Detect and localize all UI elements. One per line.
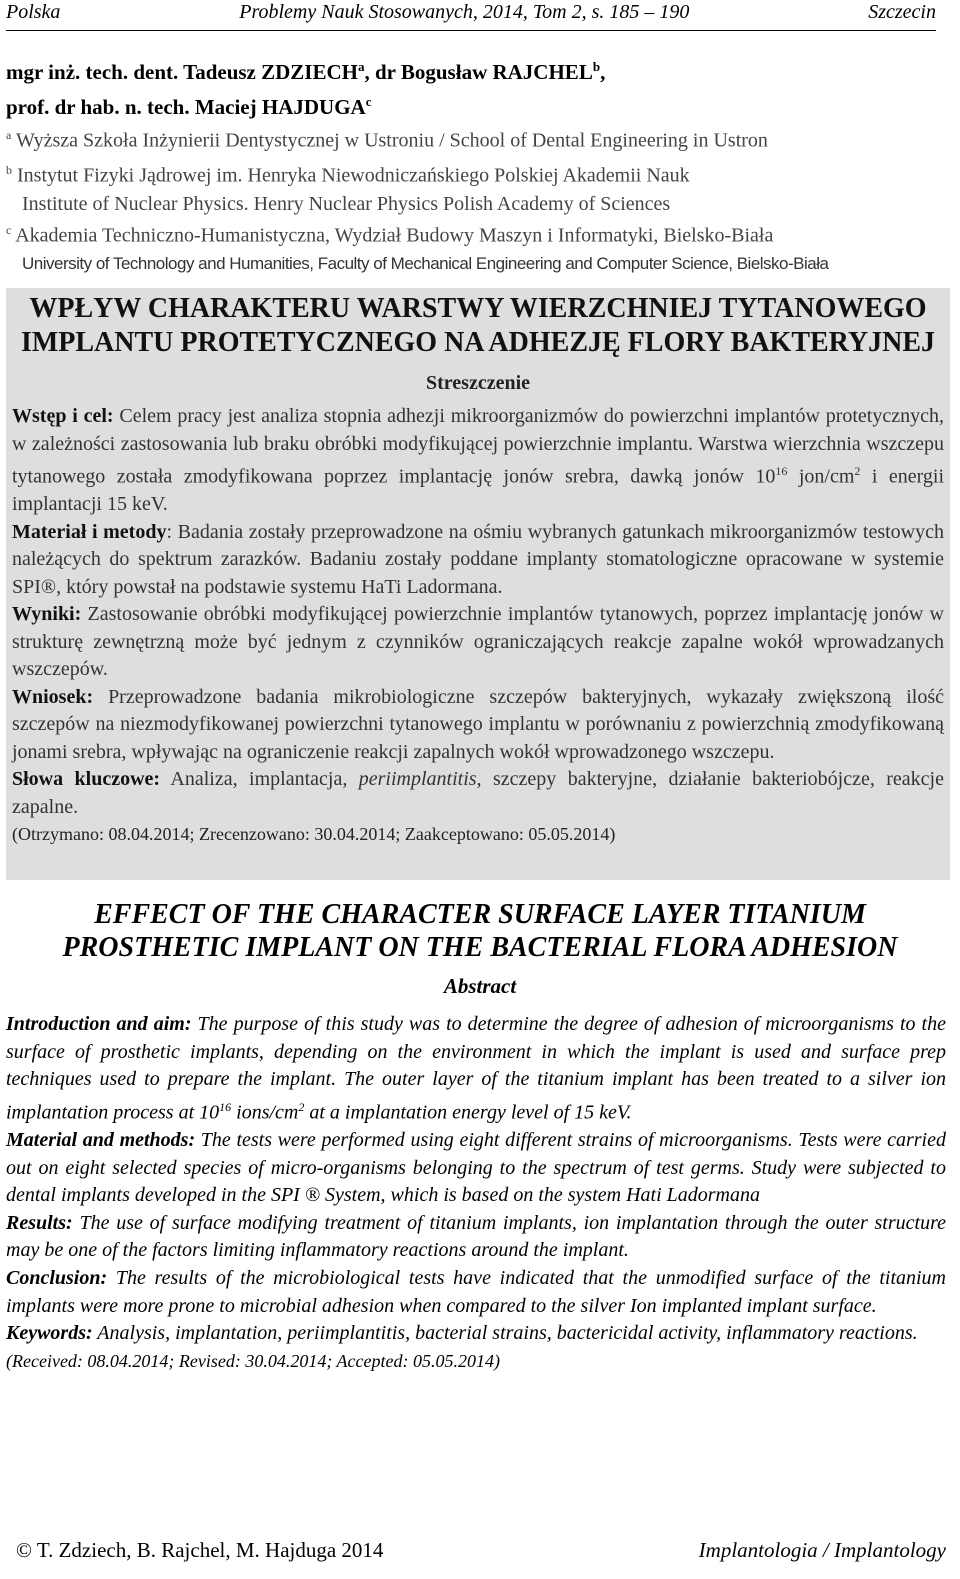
author-3-sup: c bbox=[365, 94, 372, 109]
affiliation-a-sup: a bbox=[6, 128, 12, 142]
english-methods bbox=[6, 1127, 946, 1210]
author-2-sup: b bbox=[592, 59, 601, 74]
english-conclusion bbox=[6, 1265, 946, 1320]
affiliation-a bbox=[6, 121, 940, 155]
english-received-dates: (Received: 08.04.2014; Revised: 30.04.2014; Accepted: 05.05.2014) bbox=[6, 1350, 500, 1371]
affiliation-b-sup: b bbox=[6, 163, 12, 177]
polish-abstract-heading: Streszczenie bbox=[425, 372, 531, 394]
english-keywords bbox=[6, 1320, 946, 1348]
polish-results-text: Zastosowanie obróbki modyfikującej powierzchnie implantów tytanowych, poprzez implantację jonów w strukturę zewnętrzną może być jednym z czynników ograniczających reakcje zapalne wokół wprowadzanych wszczepów. bbox=[12, 603, 944, 681]
polish-keywords-text-2: , szczepy bakteryjne, działanie bakteriobójcze, reakcje zapalne. bbox=[12, 768, 944, 818]
polish-intro-text-1: Celem pracy jest analiza stopnia adhezji mikroorganizmów do powierzchni implantów protetycznych, w zależności zastosowania lub braku obróbki modyfikującej powierzchnie implantu. Warstwa wierzchnia wszczepu tytanowego została zmodyfikowana poprzez implantację jonów srebra, dawką jonów 10 bbox=[12, 405, 944, 488]
polish-conclusion-label: Wniosek: bbox=[12, 685, 94, 708]
affiliation-a-text: Wyższa Szkoła Inżynierii Dentystycznej w Ustroniu / School of Dental Engineering in Ustron bbox=[15, 129, 768, 152]
header-journal: Problemy Nauk Stosowanych, 2014, Tom 2, s. 185 – 190 bbox=[239, 0, 690, 23]
english-methods-label: Material and methods: bbox=[6, 1129, 196, 1152]
polish-results bbox=[12, 601, 944, 684]
polish-abstract-box bbox=[6, 288, 950, 880]
polish-intro-sup-2: 2 bbox=[854, 464, 861, 478]
english-title-line-2: PROSTHETIC IMPLANT ON THE BACTERIAL FLORA ADHESION bbox=[62, 932, 898, 963]
polish-keywords bbox=[12, 766, 944, 821]
english-conclusion-label: Conclusion: bbox=[6, 1267, 108, 1289]
polish-keywords-text-1: Analiza, implantacja, bbox=[160, 768, 359, 791]
polish-intro-label: Wstęp i cel: bbox=[12, 405, 114, 427]
english-intro bbox=[6, 1011, 946, 1127]
polish-intro-text-2: jon/cm bbox=[787, 465, 855, 488]
header-city: Szczecin bbox=[868, 0, 936, 23]
polish-intro bbox=[12, 403, 944, 519]
affiliation-c-text-en: University of Technology and Humanities, Faculty of Mechanical Engineering and Computer Science, Bielsko-Biała bbox=[22, 253, 829, 273]
english-intro-text-1: The purpose of this study was to determine the degree of adhesion of microorganisms to the surface of prosthetic implants, depending on the environment in which the implant is used and surface prep techniques used to prepare the implant. The outer layer of the titanium implant has been treated to a silver ion implantation process at 10 bbox=[6, 1013, 946, 1124]
author-sep: , bbox=[600, 60, 606, 84]
english-abstract-heading: Abstract bbox=[443, 974, 517, 998]
affiliation-b-text-en: Institute of Nuclear Physics. Henry Nuclear Physics Polish Academy of Sciences bbox=[22, 192, 671, 215]
english-intro-label: Introduction and aim: bbox=[6, 1013, 192, 1035]
polish-abstract-text bbox=[12, 403, 944, 849]
english-title bbox=[0, 898, 960, 964]
polish-intro-text-3: i energii implantacji 15 keV. bbox=[12, 465, 944, 516]
running-header bbox=[6, 0, 936, 26]
english-results-text: The use of surface modifying treatment of titanium implants, ion implantation through the outer structure may be one of the factors limiting inflammatory reactions around the implant. bbox=[6, 1211, 946, 1262]
polish-results-label: Wyniki: bbox=[12, 603, 82, 626]
english-keywords-text: Analysis, implantation, periimplantitis, bacterial strains, bactericidal activity, inflammatory reactions. bbox=[92, 1322, 918, 1345]
polish-title bbox=[12, 292, 944, 360]
author-3: prof. dr hab. n. tech. Maciej HAJDUGA bbox=[6, 95, 366, 119]
english-conclusion-text: The results of the microbiological tests have indicated that the unmodified surface of the titanium implants were more prone to microbial adhesion when compared to the silver Ion implanted implant surface. bbox=[6, 1267, 946, 1317]
english-intro-sup-2: 2 bbox=[298, 1099, 305, 1114]
affiliation-b-text-pl: Instytut Fizyki Jądrowej im. Henryka Niewodniczańskiego Polskiej Akademii Nauk bbox=[17, 164, 690, 187]
author-1: mgr inż. tech. dent. Tadeusz ZDZIECH bbox=[6, 60, 358, 84]
polish-title-line-1: WPŁYW CHARAKTERU WARSTWY WIERZCHNIEJ TYTANOWEGO bbox=[29, 293, 927, 324]
english-results-label: Results: bbox=[6, 1211, 73, 1234]
english-results bbox=[6, 1210, 946, 1265]
affiliation-c-sup: c bbox=[6, 223, 12, 237]
page-footer bbox=[16, 1538, 946, 1563]
english-intro-text-3: at a implantation energy level of 15 keV. bbox=[304, 1101, 632, 1124]
header-country: Polska bbox=[6, 0, 61, 23]
affiliation-c-text-pl: Akademia Techniczno-Humanistyczna, Wydział Budowy Maszyn i Informatyki, Bielsko-Biała bbox=[15, 224, 774, 247]
polish-intro-sup-1: 16 bbox=[775, 464, 788, 478]
english-title-line-1: EFFECT OF THE CHARACTER SURFACE LAYER TITANIUM bbox=[94, 899, 866, 930]
polish-methods-text: : Badania zostały przeprowadzone na ośmiu wybranych gatunkach mikroorganizmów testowych należących do spektrum zarazków. Badaniu zostały poddane implanty stomatologiczne opracowane w systemie SPI®, który powstał na podstawie systemu HaTi Ladormana. bbox=[12, 520, 944, 598]
author-list bbox=[6, 52, 605, 122]
polish-keywords-italic: periimplantitis bbox=[358, 768, 477, 791]
polish-title-line-2: IMPLANTU PROTETYCZNEGO NA ADHEZJĘ FLORY BAKTERYJNEJ bbox=[20, 327, 936, 358]
affiliation-b bbox=[6, 156, 940, 218]
polish-received-dates: (Otrzymano: 08.04.2014; Zrecenzowano: 30.04.2014; Zaakceptowano: 05.05.2014) bbox=[12, 824, 616, 845]
author-1-sup: a bbox=[358, 59, 365, 74]
footer-journal-section: Implantologia / Implantology bbox=[698, 1538, 946, 1562]
polish-keywords-label: Słowa kluczowe: bbox=[12, 768, 161, 791]
header-rule bbox=[6, 30, 936, 31]
english-keywords-label: Keywords: bbox=[6, 1322, 93, 1345]
author-2: , dr Bogusław RAJCHEL bbox=[364, 60, 593, 84]
english-intro-text-2: ions/cm bbox=[231, 1101, 299, 1124]
english-methods-text: The tests were performed using eight different strains of microorganisms. Tests were carried out on eight selected species of micro-organisms belonging to the spectrum of test germs. Study were subjected to dental implants developed in the SPI ® System, which is based on the system Hati Ladormana bbox=[6, 1129, 946, 1207]
polish-methods-label: Materiał i metody bbox=[12, 520, 167, 543]
affiliation-c bbox=[6, 216, 940, 278]
polish-conclusion-text: Przeprowadzone badania mikrobiologiczne szczepów bakteryjnych, wykazały zwiększoną ilość szczepów na niezmodyfikowanej powierzchni tytanowego implantu w porównaniu z powierzchnią zmodyfikowaną jonami srebra, wpływając na ograniczenie reakcji zapalnych wokół wprowadzonego wszczepu. bbox=[12, 685, 944, 763]
english-abstract-text bbox=[6, 1011, 946, 1375]
english-intro-sup-1: 16 bbox=[219, 1099, 232, 1114]
polish-methods bbox=[12, 519, 944, 602]
footer-copyright: © T. Zdziech, B. Rajchel, M. Hajduga 2014 bbox=[16, 1538, 384, 1562]
polish-conclusion bbox=[12, 684, 944, 767]
